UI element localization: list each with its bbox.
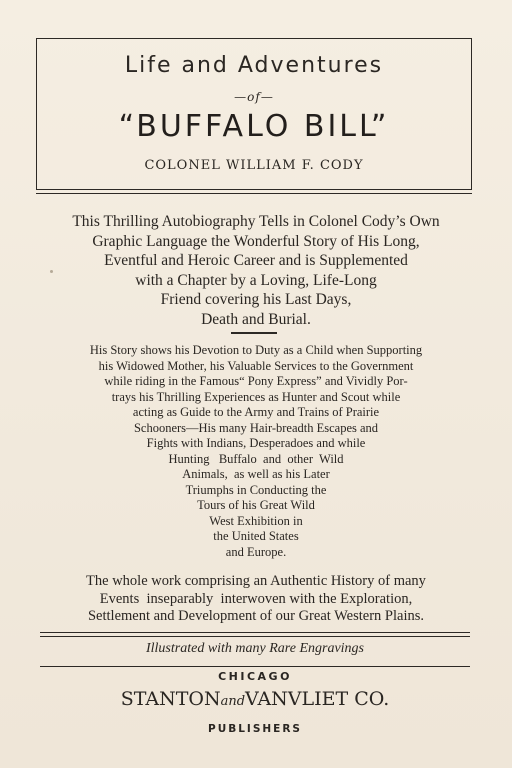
- author-name: COLONEL WILLIAM F. CODY: [144, 158, 364, 173]
- story-line: his Widowed Mother, his Valuable Services to the Government: [98, 358, 414, 373]
- double-rule: [40, 632, 470, 637]
- illustrated-note: Illustrated with many Rare Engravings: [145, 641, 365, 656]
- publisher-city: CHICAGO: [218, 670, 292, 683]
- story-line: while riding in the Famous“ Pony Express” and Vividly Por-: [104, 374, 408, 388]
- story-line: and Europe.: [225, 544, 287, 559]
- publisher-name-part: VANVLIET CO.: [245, 688, 390, 710]
- bottom-rule: [40, 666, 470, 667]
- publisher-name: [40, 688, 470, 710]
- blurb-line: Death and Burial.: [201, 310, 311, 328]
- title-frame: [36, 38, 472, 190]
- story-line: Tours of his Great Wild: [197, 498, 315, 512]
- summary-line: Events inseparably interwoven with the Exploration,: [99, 590, 413, 607]
- publishers-label: PUBLISHERS: [208, 723, 302, 735]
- story-line: trays his Thrilling Experiences as Hunter and Scout while: [111, 389, 401, 404]
- story-line: Triumphs in Conducting the: [185, 482, 327, 497]
- story-paragraph: [30, 343, 482, 560]
- blurb-line: Friend covering his Last Days,: [160, 291, 352, 308]
- publisher-name-part: STANTON: [120, 688, 221, 710]
- story-line: Fights with Indians, Desperadoes and while: [146, 436, 366, 450]
- blurb-line: Graphic Language the Wonderful Story of His Long,: [92, 232, 420, 250]
- story-line: West Exhibition in: [209, 513, 303, 528]
- story-line: acting as Guide to the Army and Trains of Prairie: [132, 405, 380, 419]
- section-divider: [231, 332, 277, 334]
- blurb-line: with a Chapter by a Loving, Life-Long: [135, 271, 377, 289]
- publisher-name-and: and: [220, 694, 246, 709]
- story-line: His Story shows his Devotion to Duty as a Child when Supporting: [89, 343, 423, 357]
- blurb-paragraph: [30, 212, 482, 329]
- blurb-line: This Thrilling Autobiography Tells in Colonel Cody’s Own: [72, 213, 440, 230]
- summary-paragraph: [30, 573, 482, 626]
- story-line: Schooners—His many Hair-breadth Escapes and: [133, 420, 379, 435]
- blurb-line: Eventful and Heroic Career and is Supplemented: [104, 252, 408, 269]
- title-buffalo-bill: “BUFFALO BILL”: [118, 109, 390, 144]
- summary-line: The whole work comprising an Authentic History of many: [86, 573, 426, 589]
- story-line: Animals, as well as his Later: [182, 467, 330, 481]
- story-line: the United States: [213, 529, 299, 543]
- summary-line: Settlement and Development of our Great Western Plains.: [87, 608, 424, 624]
- story-line: Hunting Buffalo and other Wild: [168, 451, 344, 466]
- title-line-of: —of—: [234, 90, 274, 104]
- title-line-life-and-adventures: Life and Adventures: [124, 53, 384, 78]
